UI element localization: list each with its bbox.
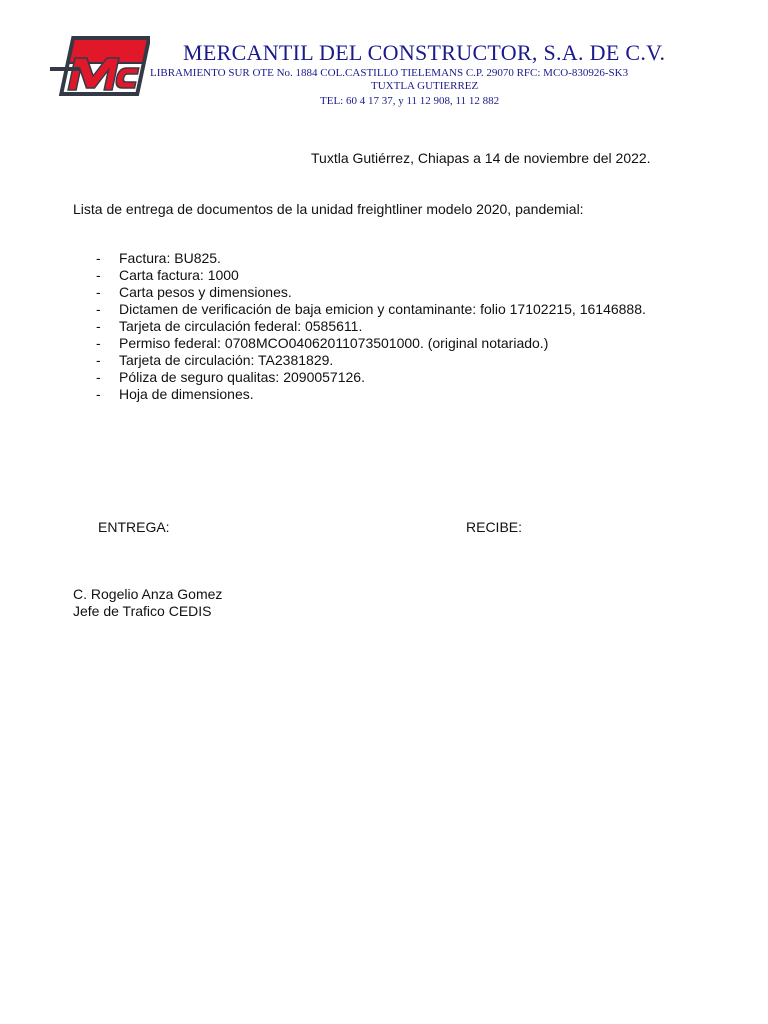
list-item (96, 318, 694, 335)
signer-block (73, 586, 222, 620)
list-bullet: - (96, 267, 101, 283)
list-item (96, 369, 694, 386)
recibe-label: RECIBE: (466, 519, 523, 535)
list-item (96, 284, 694, 301)
document-list (96, 250, 694, 403)
list-item (96, 386, 694, 403)
list-item-text: Carta pesos y dimensiones. (119, 284, 292, 300)
list-item-text: Hoja de dimensiones. (119, 386, 254, 402)
list-bullet: - (96, 250, 101, 266)
company-address: LIBRAMIENTO SUR OTE No. 1884 COL.CASTILLO TIELEMANS C.P. 29070 RFC: MCO-830926-SK3 (150, 67, 629, 79)
list-bullet: - (96, 301, 101, 317)
list-bullet: - (96, 318, 101, 334)
list-bullet: - (96, 386, 101, 402)
list-bullet: - (96, 352, 101, 368)
list-item-text: Tarjeta de circulación federal: 0585611. (119, 318, 363, 334)
list-item (96, 250, 694, 267)
entrega-label: ENTREGA: (98, 519, 170, 535)
intro-text: Lista de entrega de documentos de la unidad freightliner modelo 2020, pandemial: (73, 201, 584, 217)
company-phones: TEL: 60 4 17 37, y 11 12 908, 11 12 882 (320, 95, 500, 107)
list-bullet: - (96, 335, 101, 351)
company-logo-icon (50, 34, 150, 102)
list-item-text: Dictamen de verificación de baja emicion y contaminante: folio 17102215, 16146888. (119, 301, 646, 317)
list-item-text: Carta factura: 1000 (119, 267, 239, 283)
signer-name: C. Rogelio Anza Gomez (73, 586, 223, 602)
list-item-text: Póliza de seguro qualitas: 2090057126. (119, 369, 365, 385)
list-item (96, 301, 694, 318)
list-item-text: Permiso federal: 0708MCO04062011073501000. (original notariado.) (119, 335, 549, 351)
list-bullet: - (96, 369, 101, 385)
list-item (96, 352, 694, 369)
company-city: TUXTLA GUTIERREZ (371, 80, 479, 92)
list-bullet: - (96, 284, 101, 300)
list-item-text: Tarjeta de circulación: TA2381829. (119, 352, 334, 368)
date-line: Tuxtla Gutiérrez, Chiapas a 14 de noviembre del 2022. (311, 150, 651, 166)
list-item (96, 267, 694, 284)
list-item-text: Factura: BU825. (119, 250, 221, 266)
company-name: MERCANTIL DEL CONSTRUCTOR, S.A. DE C.V. (183, 40, 666, 65)
list-item (96, 335, 694, 352)
signer-title: Jefe de Trafico CEDIS (73, 603, 212, 619)
